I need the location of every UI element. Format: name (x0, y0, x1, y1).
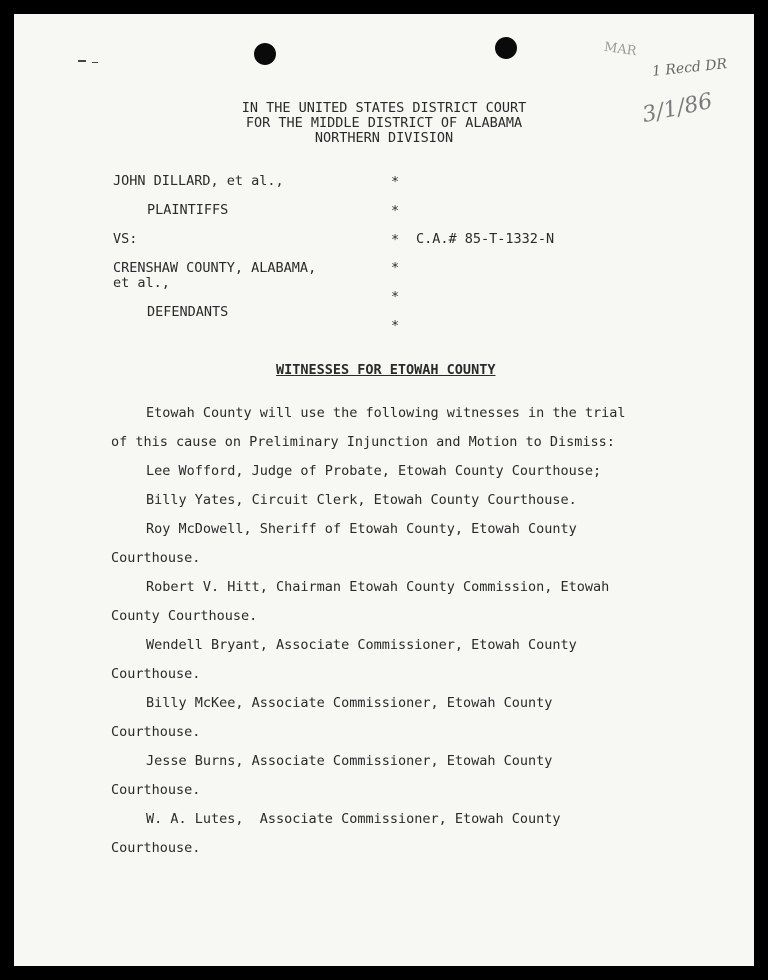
stamp-received: 1 Recd DR (651, 56, 728, 80)
caption-asterisk: * (391, 289, 400, 305)
plaintiff-name: JOHN DILLARD, et al., (113, 173, 284, 189)
caption-asterisk: * (391, 174, 400, 190)
caption-asterisk: * (391, 232, 400, 248)
defendants-label: DEFENDANTS (147, 304, 229, 320)
punch-hole-right (495, 37, 517, 59)
witness-4-line1: Robert V. Hitt, Chairman Etowah County Commission, Etowah (146, 579, 610, 595)
caption-asterisk: * (391, 318, 400, 334)
court-name-line2: FOR THE MIDDLE DISTRICT OF ALABAMA (245, 115, 523, 131)
document-title: WITNESSES FOR ETOWAH COUNTY (276, 362, 496, 378)
witness-6-line2: Courthouse. (111, 724, 201, 740)
caption-asterisk: * (391, 260, 400, 276)
witness-1: Lee Wofford, Judge of Probate, Etowah County Courthouse; (146, 463, 602, 479)
witness-5-line2: Courthouse. (111, 666, 201, 682)
witness-7-line2: Courthouse. (111, 782, 201, 798)
caption-asterisk: * (391, 203, 400, 219)
punch-hole-left (254, 43, 276, 65)
scan-smudge (78, 60, 86, 62)
case-number: C.A.# 85-T-1332-N (416, 231, 555, 247)
witness-6-line1: Billy McKee, Associate Commissioner, Etowah County (146, 695, 553, 711)
witness-3-line1: Roy McDowell, Sheriff of Etowah County, Etowah County (146, 521, 577, 537)
witness-8-line2: Courthouse. (111, 840, 201, 856)
plaintiffs-label: PLAINTIFFS (147, 202, 229, 218)
handwritten-date: 3/1/86 (640, 88, 715, 129)
scan-smudge (92, 62, 98, 63)
document-page (14, 14, 754, 966)
court-division: NORTHERN DIVISION (314, 130, 454, 146)
witness-3-line2: Courthouse. (111, 550, 201, 566)
versus-label: VS: (113, 231, 138, 247)
witness-7-line1: Jesse Burns, Associate Commissioner, Etowah County (146, 753, 553, 769)
witness-2: Billy Yates, Circuit Clerk, Etowah County Courthouse. (146, 492, 577, 508)
witness-4-line2: County Courthouse. (111, 608, 258, 624)
witness-8-line1: W. A. Lutes, Associate Commissioner, Etowah County (146, 811, 561, 827)
intro-line-2: of this cause on Preliminary Injunction and Motion to Dismiss: (111, 434, 615, 450)
court-name-line1: IN THE UNITED STATES DISTRICT COURT (241, 100, 527, 116)
stamp-mar: MAR (603, 39, 638, 60)
defendant-name-line2: et al., (113, 275, 170, 291)
intro-line-1: Etowah County will use the following witnesses in the trial (146, 405, 626, 421)
defendant-name-line1: CRENSHAW COUNTY, ALABAMA, (113, 260, 317, 276)
witness-5-line1: Wendell Bryant, Associate Commissioner, Etowah County (146, 637, 577, 653)
